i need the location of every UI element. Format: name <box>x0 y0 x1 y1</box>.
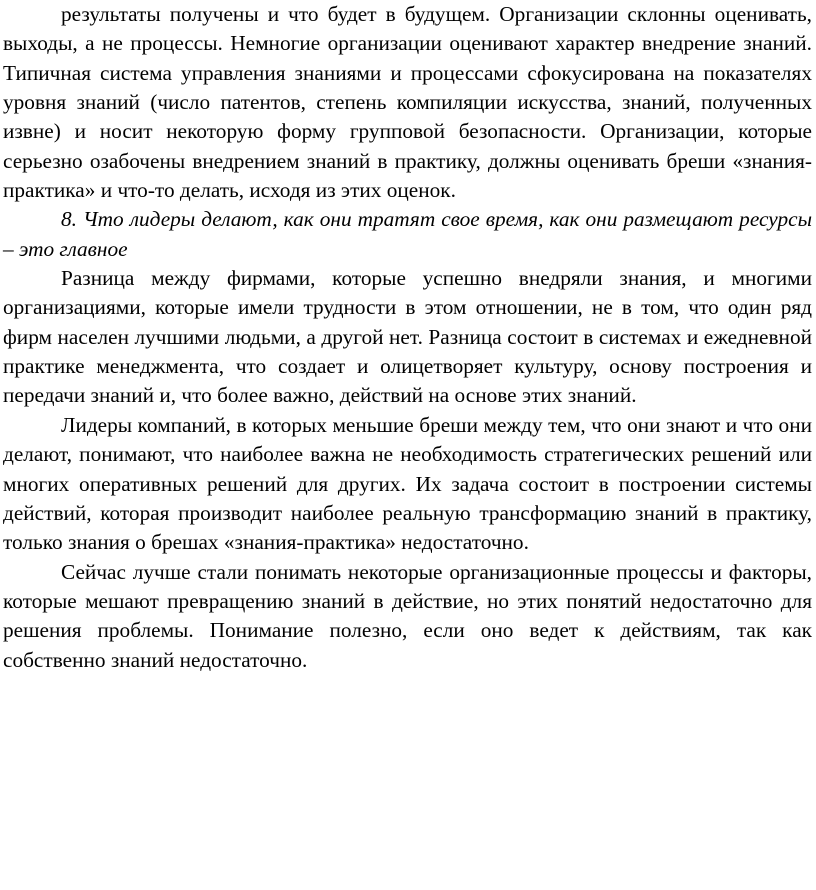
paragraph: Разница между фирмами, которые успешно внедряли знания, и многими организациями, которые имели трудности в этом отношении, не в том, что один ряд фирм населен лучшими людьми, а другой нет. Разница состоит в системах и ежедневной практике менеджмента, что создает и олицетворяет культуру, основу построения и передачи знаний и, что более важно, действий на основе этих знаний. <box>3 266 812 408</box>
section-heading: 8. Что лидеры делают, как они тратят свое время, как они размещают ресурсы – это главное <box>3 207 812 261</box>
paragraph-continuation: результаты получены и что будет в будущем. Организации склонны оценивать, выходы, а не процессы. Немногие организации оценивают характер внедрение знаний. Типичная система управления знаниями и процессами сфокусирована на показателях уровня знаний (число патентов, степень компиляции искусства, знаний, полученных извне) и носит некоторую форму групповой безопасности. Организации, которые серьезно озабочены внедрением знаний в практику, должны оценивать бреши «знания-практика» и что-то делать, исходя из этих оценок. <box>3 2 812 203</box>
paragraph: Лидеры компаний, в которых меньшие бреши между тем, что они знают и что они делают, понимают, что наиболее важна не необходимость стратегических решений или многих оперативных решений для других. Их задача состоит в построении системы действий, которая производит наиболее реальную трансформацию знаний в практику, только знания о брешах «знания-практика» недостаточно. <box>3 412 812 555</box>
paragraph: Сейчас лучше стали понимать некоторые организационные процессы и факторы, которые мешают превращению знаний в действие, но этих понятий недостаточно для решения проблемы. Понимание полезно, если оно ведет к действиям, так как собственно знаний недостаточно. <box>3 559 812 672</box>
